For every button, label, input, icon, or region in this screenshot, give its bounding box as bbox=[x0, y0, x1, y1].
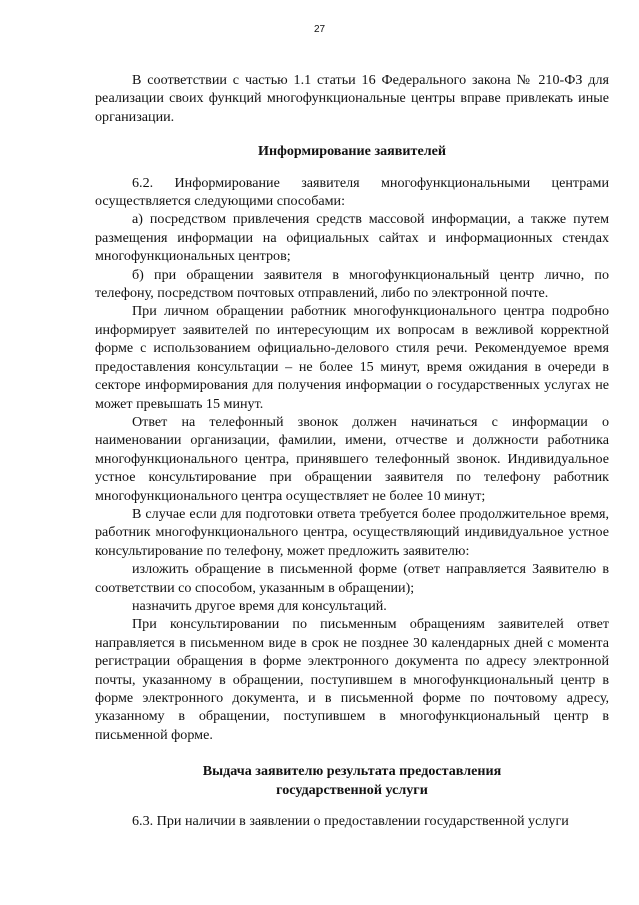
document-body bbox=[95, 71, 609, 830]
heading-result-issuance-line1: Выдача заявителю результата предоставления bbox=[202, 763, 502, 780]
paragraph-option-reschedule: назначить другое время для консультаций. bbox=[132, 597, 387, 614]
paragraph-6-2: 6.2. Информирование заявителя многофункциональными центрами осуществляется следующими способами: bbox=[95, 174, 609, 210]
heading-informing-applicants: Информирование заявителей bbox=[258, 143, 446, 160]
page-number: 27 bbox=[313, 24, 326, 35]
paragraph-personal-visit: При личном обращении работник многофункционального центра подробно информирует заявителей по интересующим их вопросам в вежливой корректной форме с использованием официально-делового стиля речи. Рекомендуемое время предоставления консультации – не более 15 минут, время ожидания в очереди в секторе информирования для получения информации о государственных услугах не может превышать 15 минут. bbox=[95, 303, 609, 412]
paragraph-phone-call: Ответ на телефонный звонок должен начинаться с информации о наименовании организации, фамилии, имени, отчестве и должности работника многофункционального центра, принявшего телефонный звонок. Индивидуальное устное консультирование при обращении заявителя по телефону работник многофункционального центра осуществляет не более 10 минут; bbox=[95, 413, 609, 504]
paragraph-intro: В соответствии с частью 1.1 статьи 16 Федерального закона № 210-ФЗ для реализации своих функций многофункциональные центры вправе привлекать иные организации. bbox=[95, 72, 609, 125]
paragraph-6-3: 6.3. При наличии в заявлении о предоставлении государственной услуги bbox=[132, 813, 569, 830]
paragraph-written-requests: При консультировании по письменным обращениям заявителей ответ направляется в письменном виде в срок не позднее 30 календарных дней с момента регистрации обращения в форме электронного документа по адресу электронной почты, указанному в обращении, поступившем в многофункциональный центр в форме электронного документа, и в письменной форме по почтовому адресу, указанному в обращении, поступившем в многофункциональный центр в письменной форме. bbox=[95, 616, 609, 743]
heading-result-issuance-line2: государственной услуги bbox=[276, 781, 428, 798]
paragraph-longer-time: В случае если для подготовки ответа требуется более продолжительное время, работник многофункционального центра, осуществляющий индивидуальное устное консультирование по телефону, может предложить заявителю: bbox=[95, 505, 609, 559]
paragraph-item-b: б) при обращении заявителя в многофункциональный центр лично, по телефону, посредством почтовых отправлений, либо по электронной почте. bbox=[95, 266, 609, 302]
paragraph-item-a: а) посредством привлечения средств массовой информации, а также путем размещения информации на официальных сайтах и информационных стендах многофункциональных центров; bbox=[95, 211, 609, 265]
paragraph-option-written: изложить обращение в письменной форме (ответ направляется Заявителю в соответствии со способом, указанным в обращении); bbox=[95, 561, 609, 596]
